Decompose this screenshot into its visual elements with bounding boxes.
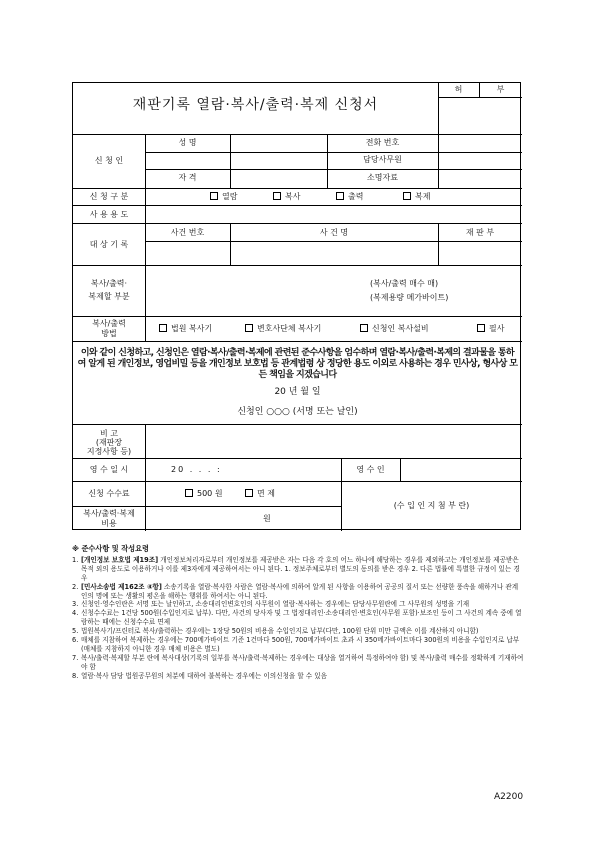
receiver-label: 영 수 인 (356, 465, 385, 474)
approval-no-label: 부 (496, 85, 505, 94)
staff-field[interactable] (438, 152, 522, 169)
case-name-label: 사 건 명 (319, 228, 349, 237)
checkbox-icon (360, 324, 368, 332)
remarks-label-2: (재판장 (95, 438, 123, 447)
checkbox-icon (210, 192, 218, 200)
type-option-print[interactable]: 출력 (336, 192, 363, 202)
copy-sheets-text: (복사/출력 매수 매) (370, 279, 439, 288)
note-item: 5. 법원복사기/프린터로 복사/출력하는 경우에는 1장당 50원의 비용을 수입인지로 납부(다만, 100원 단위 미만 금액은 이를 계산하지 아니함) (72, 627, 479, 636)
copy-cost-label: 복사/출력·복제 (83, 509, 135, 518)
note-item: 1. [개인정보 보호법 제19조] 개인정보처리자로부터 개인정보를 제공받은 자는 다음 각 호의 어느 하나에 해당하는 경우를 제외하고는 개인정보를 제공받은 목적 외의 용도로 이용하거나 이를 제3자에게 제공하여서는 아니 된다. 1. 정보주체로부터 별도의 동의를 받은 경우 2. 다른 법률에 특별한 규정이 있는 경우 (72, 555, 520, 582)
remarks-label-3: 지정사항 등) (86, 447, 132, 456)
checkbox-icon (245, 324, 253, 332)
applicant-label: 신 청 인 (94, 156, 124, 165)
method-option-bar-copier[interactable]: 변호사단체 복사기 (245, 324, 321, 334)
receiver-field[interactable] (400, 458, 522, 481)
copy-part-label: 복사/출력· (90, 279, 128, 288)
checkbox-icon (403, 192, 411, 200)
approval-no-box[interactable] (479, 97, 522, 134)
qualification-label: 자 격 (178, 173, 197, 182)
remarks-label: 비 고 (100, 429, 118, 438)
type-label: 신 청 구 분 (89, 192, 129, 201)
proof-label: 소명자료 (367, 173, 398, 182)
checkbox-icon (273, 192, 281, 200)
approval-yes-box[interactable] (438, 97, 479, 134)
checkbox-icon (477, 324, 485, 332)
checkbox-icon (185, 489, 193, 497)
copy-part-label-2: 복제할 부분 (88, 292, 130, 301)
checkbox-icon (159, 324, 167, 332)
receipt-label: 영 수 일 시 (89, 465, 129, 474)
method-option-court-copier[interactable]: 법원 복사기 (159, 324, 212, 334)
type-option-copy[interactable]: 복사 (273, 192, 300, 202)
note-item: 6. 매체를 지참하여 복제하는 경우에는 700메가바이트 기준 1건마다 500원, 700메가바이트 초과 시 350메가바이트마다 300원의 비용을 수입인지로 납부(매체를 지참하지 아니한 경우 매체 비용은 별도) (72, 636, 520, 653)
target-label: 대 상 기 록 (89, 240, 129, 249)
note-item: 4. 신청수수료는 1건당 500원(수입인지로 납부). 다만, 사건의 당사자 및 그 법정대리인·소송대리인·변호인(사무원 포함)·보조인 등이 그 사건의 계속 중에 열람하는 때에는 신청수수료 면제 (72, 609, 522, 627)
note-item: 2. [민사소송법 제162조 ④항] 소송기록을 열람·복사한 사람은 열람·복사에 의하여 알게 된 사항을 이용하여 공공의 질서 또는 선량한 풍속을 해하거나 관계인의 명예 또는 생활의 평온을 해하는 행위를 하여서는 아니 된다. (72, 582, 519, 600)
name-label: 성 명 (178, 138, 197, 147)
fee-option-exempt[interactable]: 면 제 (245, 489, 275, 499)
checkbox-icon (245, 489, 253, 497)
approval-yes-label: 허 (454, 85, 463, 94)
copy-cost-label-2: 비용 (101, 519, 117, 528)
judge-label: 재 판 부 (465, 228, 495, 237)
method-label: 복사/출력 (92, 319, 126, 328)
case-no-field[interactable] (145, 241, 230, 265)
type-option-duplicate[interactable]: 복제 (403, 192, 430, 202)
copy-cost-unit: 원 (263, 514, 271, 523)
form-title: 재판기록 열람·복사/출력·복제 신청서 (132, 97, 379, 113)
signature-line[interactable]: 신청인 ○○○ (서명 또는 날인) (237, 407, 358, 417)
phone-label: 전화 번호 (365, 138, 400, 147)
fee-option-500[interactable]: 500 원 (185, 489, 223, 499)
type-option-view[interactable]: 열람 (210, 192, 237, 202)
form-code: A2200 (494, 792, 524, 802)
application-form (72, 82, 521, 530)
name-field[interactable] (230, 134, 327, 169)
staff-label: 담당사무원 (363, 155, 402, 164)
notes-heading: ※ 준수사항 및 작성요령 (72, 544, 149, 553)
case-name-field[interactable] (230, 241, 438, 265)
receipt-datetime[interactable]: 20 . . . : (171, 465, 222, 474)
fee-label: 신청 수수료 (88, 489, 130, 498)
copy-part-field[interactable] (145, 265, 365, 316)
qualification-field[interactable] (230, 169, 327, 188)
method-option-handcopy[interactable]: 필사 (477, 324, 504, 334)
note-item: 7. 복사/출력·복제할 부분 란에 복사대상(기록의 일부를 복사/출력·복제하는 경우에는 대상을 열거하여 특정하여야 함) 및 복사/출력 매수를 정확하게 기재하여야 함 (72, 653, 524, 671)
copy-capacity-text: (복제용량 메가바이트) (370, 293, 449, 302)
declaration-text: 이와 같이 신청하고, 신청인은 열람·복사/출력·복제에 관련된 준수사항을 엄수하며 열람·복사/출력·복제의 결과물을 통하여 알게 된 개인정보, 영업비밀 등을 개인정보 보호법 등 관계법령 상 정당한 용도 이외로 사용하는 경우 민사상, 형사상 모든 책임을 지겠습니다 (77, 348, 518, 380)
remarks-field[interactable] (145, 424, 522, 458)
note-item: 8. 열람·복사 담당 법원공무원의 처분에 대하여 불복하는 경우에는 이의신청을 할 수 있음 (72, 671, 327, 680)
notes-section (72, 545, 524, 681)
method-label-2: 방법 (101, 329, 117, 338)
purpose-label: 사 용 용 도 (89, 210, 129, 219)
purpose-field[interactable] (145, 205, 522, 223)
method-option-own-equipment[interactable]: 신청인 복사설비 (360, 324, 429, 334)
note-item: 3. 신청인·영수인란은 서명 또는 날인하고, 소송대리인변호인의 사무원이 열람·복사하는 경우에는 담당사무원란에 그 사무원의 성명을 기재 (72, 600, 470, 609)
date-line: 20 년 월 일 (274, 387, 321, 397)
checkbox-icon (336, 192, 344, 200)
phone-field[interactable] (438, 134, 522, 152)
proof-field[interactable] (438, 169, 522, 188)
judge-field[interactable] (438, 241, 522, 265)
case-no-label: 사건 번호 (170, 228, 205, 237)
stamp-area-label: (수 입 인 지 첨 부 란) (393, 501, 470, 510)
